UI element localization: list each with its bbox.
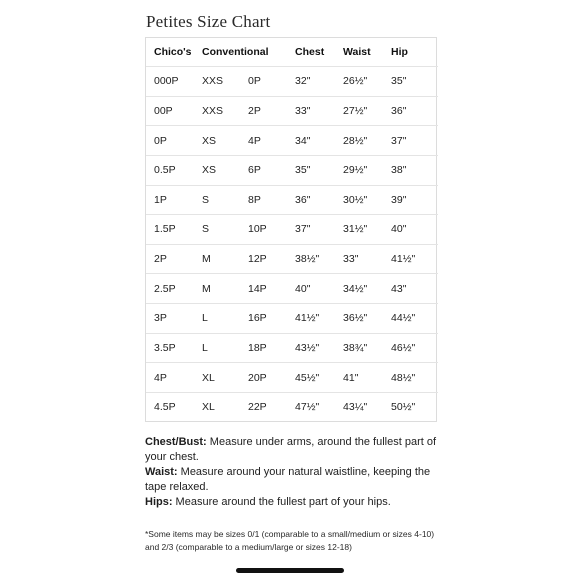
note-chest — [145, 435, 445, 465]
cell-conventional-letter: XS — [202, 164, 217, 177]
cell-waist: 34½" — [343, 282, 368, 295]
cell-conventional-letter: M — [202, 282, 211, 295]
cell-chest: 45½" — [295, 371, 320, 384]
cell-hip: 36" — [391, 104, 407, 117]
table-row — [146, 67, 438, 97]
cell-conventional-letter: S — [202, 193, 210, 206]
cell-conventional-letter: XL — [202, 400, 215, 413]
cell-chest: 43½" — [295, 341, 320, 354]
size-table-container — [145, 37, 437, 422]
table-row — [146, 304, 438, 334]
cell-chicos: 0.5P — [154, 164, 176, 177]
cell-chicos: 2P — [154, 253, 167, 266]
cell-waist: 41" — [343, 371, 359, 384]
cell-hip: 37" — [391, 134, 407, 147]
cell-conventional-size: 8P — [248, 193, 261, 206]
table-header-row — [146, 38, 438, 67]
cell-waist: 33" — [343, 253, 359, 266]
cell-chicos: 00P — [154, 104, 173, 117]
size-table — [146, 38, 438, 421]
cell-conventional-size: 12P — [248, 253, 267, 266]
cell-chest: 34" — [295, 134, 311, 147]
header-chicos: Chico's — [154, 46, 192, 58]
cell-conventional-letter: M — [202, 253, 211, 266]
cell-hip: 35" — [391, 75, 407, 88]
note-waist-text: Measure around your natural waistline, keeping the tape relaxed. — [145, 466, 431, 493]
cell-conventional-size: 0P — [248, 75, 261, 88]
cell-conventional-letter: S — [202, 223, 210, 236]
table-row — [146, 126, 438, 156]
note-hips-text: Measure around the fullest part of your hips. — [172, 496, 391, 508]
cell-chicos: 4P — [154, 371, 167, 384]
cell-chicos: 0P — [154, 134, 167, 147]
cell-conventional-letter: L — [202, 341, 208, 354]
home-indicator[interactable] — [236, 568, 344, 573]
cell-chest: 33" — [295, 104, 311, 117]
cell-chicos: 1P — [154, 193, 167, 206]
cell-hip: 48½" — [391, 371, 416, 384]
cell-conventional-size: 6P — [248, 164, 261, 177]
cell-waist: 27½" — [343, 104, 368, 117]
table-row — [146, 392, 438, 421]
cell-hip: 46½" — [391, 341, 416, 354]
table-body — [146, 67, 438, 422]
header-conventional: Conventional — [202, 46, 269, 58]
cell-hip: 43" — [391, 282, 407, 295]
table-row — [146, 215, 438, 245]
cell-hip: 44½" — [391, 312, 416, 325]
cell-chest: 37" — [295, 223, 311, 236]
cell-waist: 38¾" — [343, 341, 368, 354]
cell-chest: 40" — [295, 282, 311, 295]
cell-hip: 38" — [391, 164, 407, 177]
cell-chest: 38½" — [295, 253, 320, 266]
note-waist — [145, 465, 445, 495]
cell-waist: 28½" — [343, 134, 368, 147]
cell-conventional-size: 2P — [248, 104, 261, 117]
cell-chicos: 3P — [154, 312, 167, 325]
note-chest-label: Chest/Bust: — [145, 436, 207, 448]
note-hips — [145, 495, 445, 510]
cell-conventional-size: 14P — [248, 282, 267, 295]
table-row — [146, 155, 438, 185]
note-hips-label: Hips: — [145, 496, 173, 508]
header-hip: Hip — [391, 46, 408, 58]
cell-waist: 30½" — [343, 193, 368, 206]
cell-waist: 31½" — [343, 223, 368, 236]
cell-conventional-size: 22P — [248, 400, 267, 413]
table-row — [146, 96, 438, 126]
cell-chest: 36" — [295, 193, 311, 206]
cell-waist: 36½" — [343, 312, 368, 325]
cell-conventional-size: 10P — [248, 223, 267, 236]
cell-conventional-size: 18P — [248, 341, 267, 354]
measurement-notes — [145, 435, 445, 510]
cell-hip: 41½" — [391, 253, 416, 266]
cell-chicos: 2.5P — [154, 282, 176, 295]
page-title: Petites Size Chart — [146, 12, 271, 31]
cell-chicos: 4.5P — [154, 400, 176, 413]
cell-chest: 41½" — [295, 312, 320, 325]
cell-chicos: 1.5P — [154, 223, 176, 236]
table-row — [146, 363, 438, 393]
cell-hip: 39" — [391, 193, 407, 206]
cell-hip: 40" — [391, 223, 407, 236]
table-row — [146, 185, 438, 215]
note-waist-label: Waist: — [145, 466, 178, 478]
cell-waist: 29½" — [343, 164, 368, 177]
note-chest-text: Measure under arms, around the fullest part of your chest. — [145, 436, 437, 463]
cell-conventional-letter: XS — [202, 134, 217, 147]
cell-chest: 35" — [295, 164, 311, 177]
cell-chest: 47½" — [295, 400, 320, 413]
cell-chicos: 3.5P — [154, 341, 176, 354]
cell-waist: 43¼" — [343, 400, 368, 413]
cell-hip: 50½" — [391, 400, 416, 413]
cell-conventional-letter: XXS — [202, 104, 224, 117]
cell-chest: 32" — [295, 75, 311, 88]
cell-conventional-letter: XXS — [202, 75, 224, 88]
cell-waist: 26½" — [343, 75, 368, 88]
cell-conventional-size: 16P — [248, 312, 267, 325]
table-row — [146, 333, 438, 363]
header-waist: Waist — [343, 46, 371, 58]
table-row — [146, 244, 438, 274]
cell-conventional-letter: L — [202, 312, 208, 325]
table-row — [146, 274, 438, 304]
cell-chicos: 000P — [154, 75, 179, 88]
header-chest: Chest — [295, 46, 325, 58]
footnote: *Some items may be sizes 0/1 (comparable to a small/medium or sizes 4-10) and 2/3 (comparable to a medium/large or sizes 12-18) — [145, 529, 435, 552]
cell-conventional-size: 20P — [248, 371, 267, 384]
cell-conventional-size: 4P — [248, 134, 261, 147]
cell-conventional-letter: XL — [202, 371, 215, 384]
